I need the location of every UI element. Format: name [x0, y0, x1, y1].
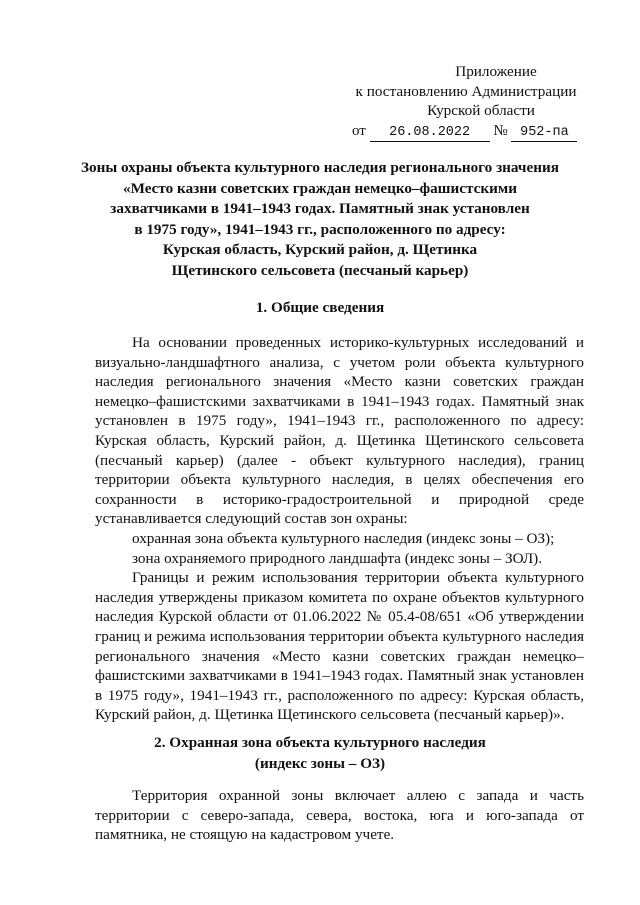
- zone-list-item: зона охраняемого природного ландшафта (индекс зоны – ЗОЛ).: [132, 549, 543, 567]
- document-title: [60, 158, 580, 281]
- title-line: Щетинского сельсовета (песчаный карьер): [171, 261, 469, 279]
- title-line: Зоны охраны объекта культурного наследия регионального значения: [81, 159, 559, 176]
- appendix-number-label: №: [493, 122, 508, 139]
- appendix-from-label: от: [352, 122, 366, 139]
- section-2-paragraph: Территория охранной зоны включает аллею с запада и часть территории с северо-запада, севера, востока, юга и юго-запада от памятника, не стоящую на кадастровом учете.: [95, 787, 584, 844]
- appendix-line-2: Курской области: [427, 102, 535, 119]
- section-1-paragraph: На основании проведенных историко-культурных исследований и визуально-ландшафтного анализа, с учетом роли объекта культурного наследия регионального значения «Место казни советских граждан немецко–фашистскими захватчиками в 1941–1943 годах. Памятный знак установлен в 1975 году», 1941–1943 гг., расположенного по адресу: Курская область, Курский район, д. Щетинка Щетинского сельсовета (песчаный карьер) (далее - объект культурного наследия), границ территории объекта культурного наследия, в целях обеспечения его сохранности в историко-градостроительной и природной среде устанавливается следующий состав зон охраны:: [95, 334, 584, 528]
- title-line: в 1975 году», 1941–1943 гг., расположенного по адресу:: [134, 220, 506, 238]
- section-2-heading-line-1: 2. Охранная зона объекта культурного наследия: [154, 734, 486, 751]
- section-2-heading-line-2: (индекс зоны – ОЗ): [254, 754, 386, 772]
- appendix-date-number-line: [352, 122, 580, 142]
- appendix-number: 952-па: [511, 125, 577, 142]
- appendix-date: 26.08.2022: [370, 125, 490, 142]
- section-1-body: [95, 333, 584, 725]
- appendix-line-1: к постановлению Администрации: [355, 82, 577, 100]
- appendix-title: Приложение: [455, 63, 537, 80]
- section-2-body: [95, 786, 584, 845]
- zone-list-item: охранная зона объекта культурного наследия (индекс зоны – ОЗ);: [132, 529, 555, 547]
- section-1-heading: 1. Общие сведения: [255, 299, 385, 316]
- title-line: захватчиками в 1941–1943 годах. Памятный знак установлен: [110, 200, 530, 217]
- title-line: Курская область, Курский район, д. Щетинка: [162, 241, 478, 258]
- section-1-paragraph-2: Границы и режим использования территории объекта культурного наследия утверждены приказом комитета по охране объектов культурного наследия Курской области от 01.06.2022 № 05.4-08/651 «Об утверждении границ и режима использования территории объекта культурного наследия регионального значения «Место казни советских граждан немецко–фашистскими захватчиками в 1941–1943 годах. Памятный знак установлен в 1975 году», 1941–1943 гг., расположенного по адресу: Курская область, Курский район, д. Щетинка Щетинского сельсовета (песчаный карьер)».: [95, 569, 584, 724]
- appendix-block: [352, 62, 580, 142]
- section-2-heading: [60, 733, 580, 774]
- title-line: «Место казни советских граждан немецко–фашистскими: [123, 179, 517, 197]
